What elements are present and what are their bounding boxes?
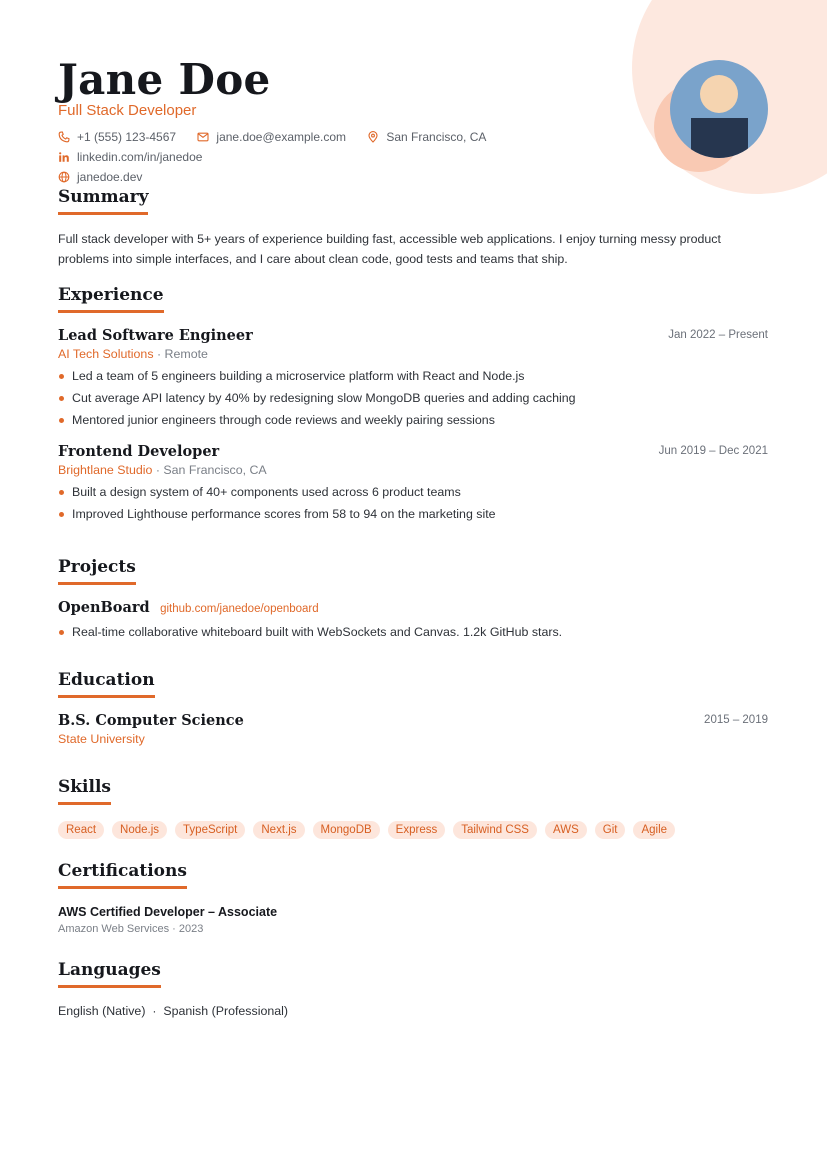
languages-heading-wrap <box>58 959 161 988</box>
education-degree: B.S. Computer Science <box>58 712 244 729</box>
job-bullet: Led a team of 5 engineers building a microservice platform with React and Node.js <box>58 365 768 387</box>
skill-chip: Tailwind CSS <box>453 821 537 839</box>
experience-heading-wrap <box>58 284 164 313</box>
skill-chip: AWS <box>545 821 587 839</box>
certifications-underline <box>58 886 187 889</box>
project-name: OpenBoard <box>58 599 150 616</box>
contact-linkedin[interactable] <box>58 148 202 166</box>
certification-issuer: Amazon Web Services · 2023 <box>58 923 204 935</box>
skill-chip: Next.js <box>253 821 304 839</box>
projects-title: Projects <box>58 557 136 577</box>
skills-heading-wrap <box>58 776 111 805</box>
experience-title: Experience <box>58 285 164 305</box>
job-bullet: Mentored junior engineers through code reviews and weekly pairing sessions <box>58 409 768 431</box>
summary-text: Full stack developer with 5+ years of experience building fast, accessible web applications. I enjoy turning messy product problems into simple interfaces, and I care about clean code, good tests and teams that ship. <box>58 232 721 266</box>
skill-chip: MongoDB <box>313 821 380 839</box>
job-separator: · <box>156 347 165 361</box>
job-title: Frontend Developer <box>58 443 220 460</box>
projects-heading-wrap <box>58 556 136 585</box>
avatar-body <box>691 118 748 158</box>
mail-icon <box>197 131 209 143</box>
location-pin-icon <box>367 131 379 143</box>
job-bullets <box>58 365 768 431</box>
skills-section <box>58 776 768 839</box>
project-link[interactable]: github.com/janedoe/openboard <box>160 603 319 615</box>
avatar <box>670 60 768 158</box>
contact-phone-text: +1 (555) 123-4567 <box>77 130 177 144</box>
certifications-section <box>58 860 768 935</box>
avatar-head <box>700 75 738 113</box>
education-school: State University <box>58 732 145 746</box>
job-bullet: Built a design system of 40+ components used across 6 product teams <box>58 481 768 503</box>
job-company: AI Tech Solutions <box>58 347 154 361</box>
job-date: Jun 2019 – Dec 2021 <box>658 445 768 457</box>
certification-name: AWS Certified Developer – Associate <box>58 905 278 919</box>
education-date: 2015 – 2019 <box>704 714 768 726</box>
skill-chip: React <box>58 821 104 839</box>
skill-chip: Node.js <box>112 821 167 839</box>
languages-title: Languages <box>58 960 161 980</box>
contact-email-text: jane.doe@example.com <box>216 130 347 144</box>
skills-title: Skills <box>58 777 112 797</box>
summary-underline <box>58 212 148 215</box>
experience-underline <box>58 310 164 313</box>
candidate-role: Full Stack Developer <box>58 102 197 119</box>
job-entry <box>58 327 768 431</box>
projects-section <box>58 556 768 643</box>
education-title: Education <box>58 670 155 690</box>
skill-chip-list <box>58 821 768 839</box>
linkedin-icon <box>58 151 70 163</box>
job-title: Lead Software Engineer <box>58 327 253 344</box>
projects-underline <box>58 582 136 585</box>
project-entry <box>58 599 768 643</box>
education-entry <box>58 712 768 746</box>
project-bullets <box>58 621 768 643</box>
job-location: Remote <box>164 347 208 361</box>
job-bullet: Cut average API latency by 40% by redesigning slow MongoDB queries and adding caching <box>58 387 768 409</box>
certifications-heading-wrap <box>58 860 187 889</box>
summary-section <box>58 186 768 269</box>
job-company-line <box>58 347 768 361</box>
job-company-line <box>58 463 768 477</box>
phone-icon <box>58 131 70 143</box>
education-section <box>58 669 768 746</box>
skill-chip: TypeScript <box>175 821 245 839</box>
job-bullet: Improved Lighthouse performance scores from 58 to 94 on the marketing site <box>58 503 768 525</box>
contact-website-text: janedoe.dev <box>77 170 143 184</box>
contact-location <box>367 128 486 146</box>
job-separator: · <box>155 463 164 477</box>
contact-phone[interactable] <box>58 128 176 146</box>
contact-email[interactable] <box>197 128 346 146</box>
skill-chip: Express <box>388 821 446 839</box>
globe-icon <box>58 171 70 183</box>
education-heading-wrap <box>58 669 155 698</box>
skill-chip: Git <box>595 821 626 839</box>
skill-chip: Agile <box>633 821 675 839</box>
job-date: Jan 2022 – Present <box>668 329 768 341</box>
job-bullets <box>58 481 768 525</box>
contact-list <box>58 128 658 188</box>
summary-heading-wrap <box>58 186 148 215</box>
certifications-title: Certifications <box>58 861 187 881</box>
contact-website[interactable] <box>58 168 142 186</box>
contact-linkedin-text: linkedin.com/in/janedoe <box>77 150 203 164</box>
languages-underline <box>58 985 161 988</box>
summary-title: Summary <box>58 187 149 207</box>
languages-section <box>58 959 768 1018</box>
candidate-name: Jane Doe <box>58 55 271 104</box>
contact-location-text: San Francisco, CA <box>386 130 487 144</box>
job-company: Brightlane Studio <box>58 463 153 477</box>
project-bullet: Real-time collaborative whiteboard built with WebSockets and Canvas. 1.2k GitHub stars. <box>58 621 768 643</box>
experience-section <box>58 284 768 525</box>
job-entry <box>58 443 768 525</box>
languages-text: English (Native) · Spanish (Professional) <box>58 1004 289 1018</box>
education-school-line <box>58 732 768 746</box>
skills-underline <box>58 802 111 805</box>
education-underline <box>58 695 155 698</box>
job-location: San Francisco, CA <box>163 463 267 477</box>
